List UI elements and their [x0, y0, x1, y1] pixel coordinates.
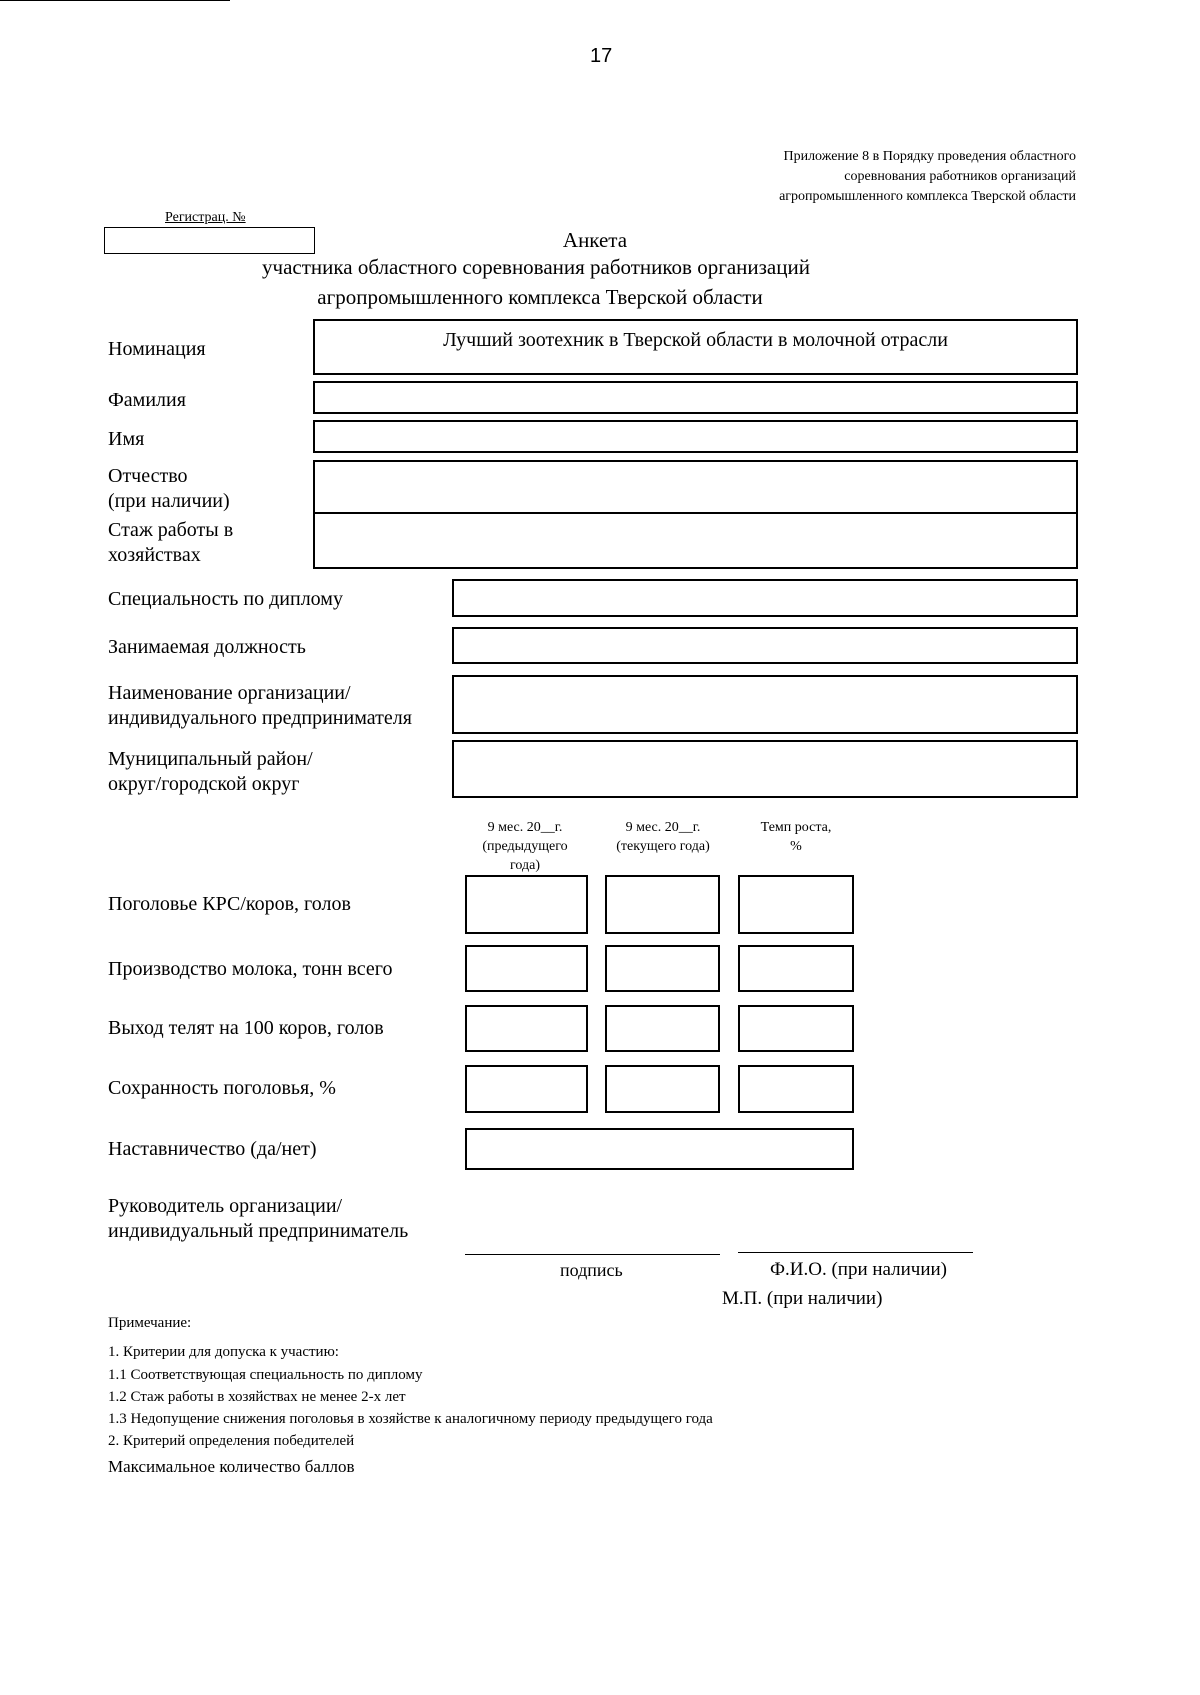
calves-previous-field[interactable]: [465, 1005, 588, 1052]
herd-growth-field[interactable]: [738, 875, 854, 934]
col-header-previous-2: (предыдущего: [482, 839, 568, 854]
appendix-note: [779, 147, 1076, 207]
milk-growth-field[interactable]: [738, 945, 854, 992]
head-label-2: индивидуальный предприниматель: [108, 1220, 409, 1242]
head-label: [108, 1194, 408, 1244]
organization-field[interactable]: [452, 675, 1078, 734]
col-header-previous-1: 9 мес. 20__г.: [487, 820, 563, 835]
nomination-field[interactable]: [313, 319, 1078, 375]
notes-heading: Примечание:: [108, 1315, 192, 1331]
signature-line[interactable]: [465, 1254, 720, 1255]
preservation-label: Сохранность поголовья, %: [108, 1077, 336, 1099]
milk-current-field[interactable]: [605, 945, 720, 992]
calves-current-field[interactable]: [605, 1005, 720, 1052]
appendix-line-3: агропромышленного комплекса Тверской области: [779, 189, 1076, 204]
col-header-current-2: (текущего года): [616, 839, 710, 854]
patronymic-field[interactable]: [313, 460, 1078, 514]
position-field[interactable]: [452, 627, 1078, 664]
experience-label-1: Стаж работы в: [108, 519, 234, 541]
note-1-1: 1.1 Соответствующая специальность по диплому: [108, 1367, 423, 1383]
note-1-2: 1.2 Стаж работы в хозяйствах не менее 2-х лет: [108, 1389, 406, 1405]
name-field[interactable]: [313, 420, 1078, 453]
experience-label-2: хозяйствах: [108, 544, 201, 566]
district-field[interactable]: [452, 740, 1078, 798]
note-3: Максимальное количество баллов: [108, 1457, 355, 1476]
full-name-label: Ф.И.О. (при наличии): [770, 1259, 948, 1280]
scan-edge-line: [0, 0, 230, 1]
patronymic-label-1: Отчество: [108, 465, 188, 487]
calves-growth-field[interactable]: [738, 1005, 854, 1052]
col-header-current-1: 9 мес. 20__г.: [625, 820, 701, 835]
nomination-value: Лучший зоотехник в Тверской области в молочной отрасли: [443, 329, 948, 351]
note-1: 1. Критерии для допуска к участию:: [108, 1344, 339, 1360]
patronymic-label-2: (при наличии): [108, 490, 230, 512]
signature-label: подпись: [560, 1260, 623, 1280]
organization-label-2: индивидуального предпринимателя: [108, 707, 412, 729]
calves-label: Выход телят на 100 коров, голов: [108, 1017, 384, 1039]
name-line[interactable]: [738, 1252, 973, 1253]
mentoring-label: Наставничество (да/нет): [108, 1138, 317, 1160]
preservation-growth-field[interactable]: [738, 1065, 854, 1113]
position-label: Занимаемая должность: [108, 636, 306, 658]
herd-current-field[interactable]: [605, 875, 720, 934]
name-label: Имя: [108, 428, 145, 450]
herd-label: Поголовье КРС/коров, голов: [108, 893, 351, 915]
surname-field[interactable]: [313, 381, 1078, 414]
appendix-line-2: соревнования работников организаций: [844, 169, 1076, 184]
reg-number-field[interactable]: [104, 227, 315, 254]
head-label-1: Руководитель организации/: [108, 1195, 343, 1217]
district-label-2: округ/городской округ: [108, 773, 300, 795]
note-2: 2. Критерий определения победителей: [108, 1433, 355, 1449]
specialty-label: Специальность по диплому: [108, 588, 343, 610]
milk-label: Производство молока, тонн всего: [108, 958, 393, 980]
nomination-label: Номинация: [108, 338, 206, 360]
col-header-growth-2: %: [790, 839, 802, 854]
preservation-current-field[interactable]: [605, 1065, 720, 1113]
reg-number-label: Регистрац. №: [165, 210, 246, 225]
form-subtitle-1: участника областного соревнования работников организаций: [262, 255, 810, 279]
organization-label: [108, 681, 412, 731]
herd-previous-field[interactable]: [465, 875, 588, 934]
col-header-previous: [460, 818, 590, 875]
specialty-field[interactable]: [452, 579, 1078, 617]
col-header-previous-3: года): [510, 858, 540, 873]
mentoring-field[interactable]: [465, 1128, 854, 1170]
col-header-growth-1: Темп роста,: [760, 820, 832, 835]
page-number: 17: [590, 45, 613, 67]
district-label-1: Муниципальный район/: [108, 748, 313, 770]
form-title: Анкета: [562, 228, 628, 252]
surname-label: Фамилия: [108, 389, 186, 411]
col-header-growth: [740, 818, 852, 856]
district-label: [108, 747, 313, 797]
stamp-label: М.П. (при наличии): [722, 1288, 883, 1309]
patronymic-label: [108, 464, 230, 514]
milk-previous-field[interactable]: [465, 945, 588, 992]
preservation-previous-field[interactable]: [465, 1065, 588, 1113]
note-1-3: 1.3 Недопущение снижения поголовья в хозяйстве к аналогичному периоду предыдущего года: [108, 1411, 713, 1427]
organization-label-1: Наименование организации/: [108, 682, 351, 704]
experience-label: [108, 518, 233, 568]
appendix-line-1: Приложение 8 в Порядку проведения областного: [783, 149, 1076, 164]
experience-field[interactable]: [313, 512, 1078, 569]
col-header-current: [598, 818, 728, 856]
form-subtitle-2: агропромышленного комплекса Тверской области: [317, 285, 763, 309]
